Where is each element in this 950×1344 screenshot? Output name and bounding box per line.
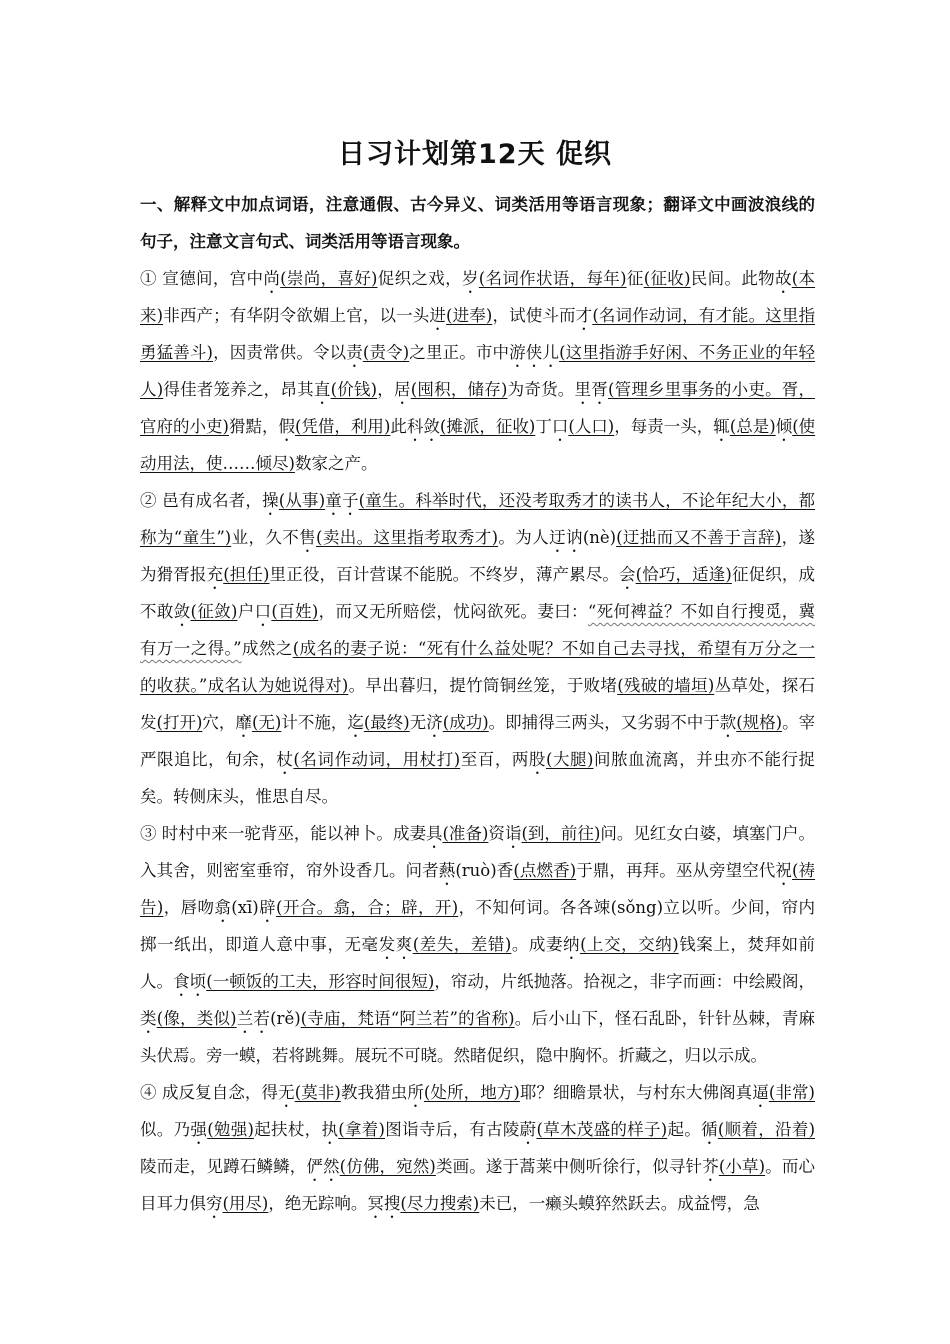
text-run: 图诣寺后，有古陵 <box>385 1120 520 1139</box>
dotted-word: 冥搜 <box>367 1194 401 1213</box>
text-run: 非西产；有华阴令欲媚上官，以一头 <box>163 306 430 325</box>
dotted-word: 逼 <box>752 1083 769 1102</box>
dotted-word: 操 <box>262 491 279 510</box>
text-run: ，帘动，片纸抛落。拾视之，非字而画：中绘殿阁， <box>434 972 816 991</box>
annotation: (点燃香) <box>513 861 577 880</box>
dotted-word: 口 <box>551 417 569 436</box>
text-run: 征促织，成不敢 <box>140 565 816 621</box>
text-run: 类画。遂于蒿莱中侧听徐行，似寻针 <box>435 1157 703 1176</box>
annotation: (崇尚，喜好) <box>280 269 378 288</box>
annotation: (勉强) <box>207 1120 254 1139</box>
dotted-word: 口 <box>254 602 272 621</box>
annotation: (成名的妻子说：“死有什么益处呢？不如自己去寻找，希望有万分之一的收获。”成名认为她说得对) <box>140 639 816 695</box>
annotation: (开合。翕，合；辟，开) <box>276 898 459 917</box>
dotted-word: 岁 <box>461 269 479 288</box>
text-run: (ruò)香 <box>455 861 514 880</box>
dotted-word: 俨然 <box>306 1157 340 1176</box>
annotation: (百姓) <box>271 602 319 621</box>
text-run: 。早出暮归，提竹筒铜丝笼，于败堵 <box>348 676 618 695</box>
annotation: (小草) <box>718 1157 766 1176</box>
annotation: (名词作状语，每年) <box>478 269 627 288</box>
text-run: ，遂为猾胥报 <box>140 528 816 584</box>
dotted-word: 祝 <box>775 861 793 880</box>
paragraph-number: ④ <box>140 1083 157 1102</box>
annotation: (用尽) <box>222 1194 269 1213</box>
page-title: 日习计划第12天 促织 <box>338 139 612 170</box>
annotation: (无) <box>251 713 282 732</box>
annotation: (像，类似) <box>156 1009 237 1028</box>
dotted-word: 芥 <box>702 1157 719 1176</box>
dotted-word: 穷 <box>206 1194 223 1213</box>
dotted-word: 执 <box>321 1120 339 1139</box>
text-run: 邑有成名者， <box>162 491 263 510</box>
dotted-word: 才 <box>575 306 593 325</box>
annotation: (打开) <box>156 713 203 732</box>
paragraph <box>140 482 815 815</box>
annotation: (成功) <box>442 713 489 732</box>
text-run: ，试使斗而 <box>492 306 576 325</box>
dotted-word: 诣 <box>504 824 522 843</box>
text-run: 丁 <box>535 417 552 436</box>
text-run: 丛草处，探石发 <box>140 676 816 732</box>
text-run: 。为人 <box>498 528 550 547</box>
text-run: ，绝无踪响。 <box>268 1194 368 1213</box>
dotted-word: 无 <box>278 1083 295 1102</box>
wavy-sentence: “死何裨益？不如自行搜觅，冀有万一之得。” <box>140 602 816 658</box>
text-run: 里正役，百计营谋不能脱。不终岁，薄产累尽。 <box>269 565 620 584</box>
dotted-word: 倾 <box>775 417 793 436</box>
dotted-word: 售 <box>299 528 316 547</box>
dotted-word: 童子 <box>325 491 359 510</box>
text-run: 户 <box>237 602 255 621</box>
text-run: 此 <box>390 417 407 436</box>
text-run: 间脓血流离，并虫亦不能行捉矣。转侧床头，惟思自尽。 <box>140 750 816 806</box>
text-run: ，每责一头， <box>614 417 714 436</box>
text-run: 耶？细瞻景状，与村东大佛阁真 <box>519 1083 753 1102</box>
annotation: (莫非) <box>294 1083 341 1102</box>
paragraph <box>140 1074 815 1222</box>
annotation: (规格) <box>736 713 783 732</box>
annotation: (恰巧，适逢) <box>635 565 732 584</box>
annotation: (大腿) <box>545 750 594 769</box>
annotation: (征敛) <box>190 602 238 621</box>
annotation: (凭借，利用) <box>294 417 391 436</box>
text-run: 起扶杖， <box>253 1120 322 1139</box>
dotted-word: 兰若 <box>236 1009 271 1028</box>
dotted-word: 科敛 <box>406 417 440 436</box>
annotation: (寺庙，梵语“阿兰若”的省称) <box>300 1009 515 1028</box>
annotation: (价钱) <box>330 380 378 399</box>
text-run: 穴， <box>202 713 236 732</box>
dotted-word: 杖 <box>276 750 294 769</box>
text-run: ，唇吻 <box>163 898 215 917</box>
instruction-text: 一、解释文中加点词语，注意通假、古今异义、词类活用等语言现象；翻译文中画波浪线的句子，注意文言句式、词类活用等语言现象。 <box>140 195 815 251</box>
dotted-word: 直 <box>313 380 331 399</box>
text-run: (nè) <box>582 528 617 547</box>
dotted-word: 游侠儿 <box>509 343 560 362</box>
annotation: (进奉) <box>446 306 493 325</box>
annotation: (准备) <box>442 824 489 843</box>
annotation: (尽力搜索) <box>400 1194 480 1213</box>
annotation: (担任) <box>223 565 270 584</box>
text-run: 时村中来一驼背巫，能以神卜。成妻 <box>161 824 426 843</box>
dotted-word: 翕 <box>214 898 232 917</box>
text-run: 。而心目耳力俱 <box>140 1157 816 1213</box>
text-run: ，不知何词。各各竦(sǒng)立以听。少间，帘内掷一纸出，即道人意中事，无毫 <box>140 898 816 954</box>
text-run: 为奇货。 <box>507 380 575 399</box>
text-run: 成反复自念，得 <box>161 1083 279 1102</box>
text-run: 资 <box>488 824 505 843</box>
text-run: 似。乃 <box>140 1120 191 1139</box>
dotted-word: 蔚 <box>519 1120 537 1139</box>
text-run: 。成妻 <box>511 935 564 954</box>
document-body <box>140 186 815 1222</box>
text-run: 宣德间，宫中 <box>162 269 264 288</box>
dotted-word: 类 <box>140 1009 157 1028</box>
text-run: 起。 <box>667 1120 702 1139</box>
annotation: (一顿饭的工夫，形容时间很短) <box>206 972 435 991</box>
annotation: (摊派，征收) <box>439 417 536 436</box>
text-run: 。宰严限追比，旬余， <box>140 713 816 769</box>
text-run: 数家之产。 <box>294 454 378 473</box>
annotation: (仿佛，宛然) <box>339 1157 436 1176</box>
dotted-word: 辟 <box>258 898 277 917</box>
text-run: 成然之 <box>241 639 293 658</box>
text-run: 未已，一癞头蟆猝然跃去。成益愕，急 <box>479 1194 760 1213</box>
text-run: 得佳者笼养之，昂其 <box>163 380 314 399</box>
annotation: (使动用法，使……倾尽) <box>140 417 816 473</box>
text-run: ，因责常供。令以 <box>213 343 347 362</box>
annotation: (迂拙而又不善于言辞) <box>616 528 782 547</box>
annotation: (残破的墙垣) <box>617 676 715 695</box>
text-run: 钱案上，焚拜如前人。 <box>140 935 816 991</box>
text-run: 民间。此物 <box>690 269 775 288</box>
annotation: (上交，交纳) <box>580 935 679 954</box>
dotted-word: 辄 <box>713 417 730 436</box>
text-run: 教我猎虫 <box>340 1083 408 1102</box>
annotation: (童生。科举时代，还没考取秀才的读书人，不论年纪大小，都称为“童生”) <box>140 491 816 547</box>
dotted-word: 迄 <box>347 713 364 732</box>
dotted-word: 故 <box>774 269 792 288</box>
dotted-word: 股 <box>528 750 546 769</box>
annotation: (到，前往) <box>521 824 601 843</box>
text-run: 。后小山下，怪石乱卧，针针丛棘，青麻头伏焉。旁一蟆，若将跳舞。展玩不可晓。然睹促织，隐中胸怀。折藏之，归以示成。 <box>140 1009 816 1065</box>
text-run: ，而又无所赔偿，忧闷欲死。妻曰： <box>318 602 588 621</box>
annotation: (管理乡里事务的小吏。胥，官府的小吏) <box>140 380 816 436</box>
dotted-word: 发爽 <box>378 935 413 954</box>
annotation: (总是) <box>729 417 776 436</box>
paragraph-number: ① <box>140 269 157 288</box>
dotted-word: 敛 <box>173 602 191 621</box>
dotted-word: 会 <box>619 565 636 584</box>
text-run: (rě) <box>270 1009 301 1028</box>
annotation: (从事) <box>278 491 326 510</box>
annotation: (名词作动词，用杖打) <box>293 750 461 769</box>
dotted-word: 迂讷 <box>549 528 583 547</box>
text-run: 于鼎，再拜。巫从旁望空代 <box>576 861 776 880</box>
paragraph <box>140 815 815 1074</box>
annotation: (这里指游手好闲、不务正业的年轻人) <box>140 343 816 399</box>
dotted-word: 强 <box>190 1120 208 1139</box>
dotted-word: 循 <box>701 1120 718 1139</box>
annotation: (顺着，沿着) <box>717 1120 816 1139</box>
dotted-word: 假 <box>278 417 295 436</box>
annotation: (差失，差错) <box>412 935 512 954</box>
text-run: 无 <box>409 713 427 732</box>
text-run: 征 <box>626 269 644 288</box>
annotation: (囤积，储存) <box>410 380 508 399</box>
annotation: (责令) <box>362 343 410 362</box>
text-run: ， <box>377 380 395 399</box>
annotation: (本来) <box>140 269 816 325</box>
dotted-word: 爇 <box>438 861 456 880</box>
text-run: 陵而走，见蹲石鳞鳞， <box>140 1157 307 1176</box>
dotted-word: 靡 <box>235 713 252 732</box>
dotted-word: 进 <box>429 306 447 325</box>
dotted-word: 责 <box>346 343 363 362</box>
dotted-word: 济 <box>426 713 443 732</box>
text-run: (xī) <box>231 898 259 917</box>
text-run: 之里正。市中 <box>409 343 510 362</box>
annotation: (非常) <box>768 1083 815 1102</box>
dotted-word: 食顷 <box>173 972 207 991</box>
text-run: 至百，两 <box>460 750 529 769</box>
annotation: (卖出。这里指考取秀才) <box>316 528 499 547</box>
annotation: (名词作动词，有才能。这里指勇猛善斗) <box>140 306 816 362</box>
annotation: (祷告) <box>140 861 816 917</box>
dotted-word: 充 <box>206 565 224 584</box>
text-run: 促织之戏， <box>377 269 462 288</box>
passage <box>140 260 815 1222</box>
paragraph-number: ② <box>140 491 157 510</box>
dotted-word: 所 <box>407 1083 424 1102</box>
annotation: (草木茂盛的样子) <box>536 1120 668 1139</box>
annotation: (人口) <box>568 417 615 436</box>
dotted-word: 款 <box>719 713 737 732</box>
dotted-word: 纳 <box>563 935 581 954</box>
dotted-word: 具 <box>425 824 443 843</box>
annotation: (最终) <box>363 713 410 732</box>
text-run: 业，久不 <box>231 528 300 547</box>
text-run: 问。见红女白婆，填塞门户。入其舍，则密室垂帘，帘外设香几。问者 <box>140 824 816 880</box>
dotted-word: 里胥 <box>574 380 608 399</box>
text-run: 猾黠， <box>228 417 279 436</box>
text-run: 。即捕得三两头，又劣弱不中于 <box>488 713 720 732</box>
dotted-word: 居 <box>394 380 411 399</box>
annotation: (处所，地方) <box>423 1083 520 1102</box>
annotation: (拿着) <box>338 1120 385 1139</box>
dotted-word: 尚 <box>263 269 281 288</box>
paragraph-number: ③ <box>140 824 157 843</box>
annotation: (征收) <box>643 269 691 288</box>
paragraph <box>140 260 815 482</box>
text-run: 计不施， <box>281 713 348 732</box>
